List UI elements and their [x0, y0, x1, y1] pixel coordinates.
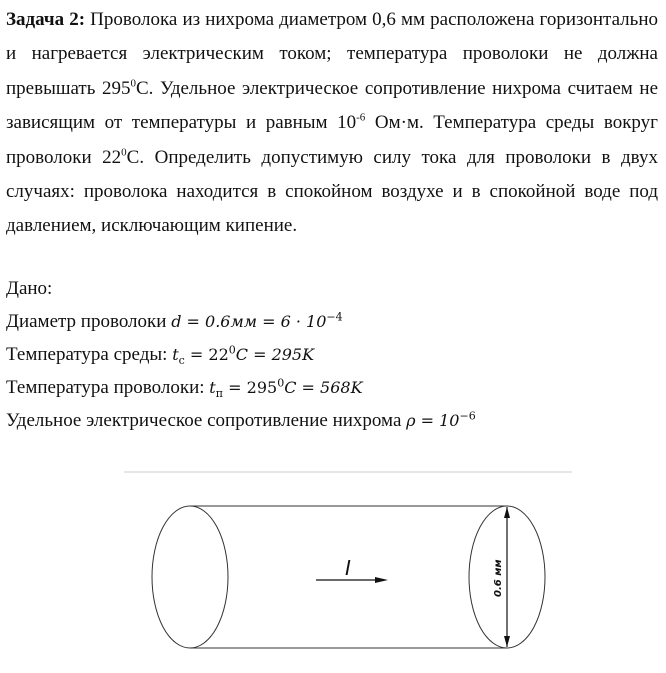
given-title: Дано:: [6, 278, 53, 299]
problem-label: Задача 2:: [6, 9, 86, 30]
label: Температура проволоки:: [6, 377, 210, 398]
problem-text: С. Определить допустимую силу тока для проволоки в двух случаях: проволока находится в спокойном воздухе и в спокойной воде под давлением, исключающим кипение.: [6, 146, 659, 237]
problem-text: Ом·м. Температура среды вокруг проволоки 22: [6, 112, 658, 168]
dimension-arrow-top-icon: [504, 507, 510, 518]
subscript: с: [178, 354, 185, 368]
formula-text: d = 0.6мм = 6 · 10: [171, 312, 327, 331]
subscript: п: [215, 387, 224, 401]
cylinder-left-end: [152, 506, 228, 648]
problem-text: С. Удельное электрическое сопротивление нихрома считаем не зависящим от температуры и равным 10: [6, 77, 658, 134]
formula-text: = 22: [184, 345, 229, 364]
exponent: −4: [326, 310, 343, 324]
superscript: 0: [277, 376, 285, 390]
superscript: -6: [356, 111, 366, 124]
formula-text: C = 568K: [284, 378, 363, 397]
superscript: 0: [121, 146, 127, 159]
var: t: [172, 345, 179, 364]
var: t: [209, 378, 216, 397]
label: Температура среды:: [6, 344, 173, 365]
label: Диаметр проволоки: [6, 311, 172, 332]
problem-text: Проволока из нихрома диаметром 0,6 мм расположена горизонтально и нагревается электрическим током; температура проволоки не должна превышать 295: [6, 9, 659, 99]
superscript: 0: [130, 77, 136, 90]
formula-text: = 295: [223, 378, 278, 397]
superscript: 0: [228, 343, 236, 357]
label: Удельное электрическое сопротивление нихрома: [6, 410, 407, 431]
formula-text: C = 295K: [235, 345, 315, 364]
arrow-head-icon: [375, 577, 388, 583]
dimension-arrow-bottom-icon: [504, 636, 510, 647]
formula-text: ρ = 10: [406, 411, 460, 430]
current-label: I: [345, 556, 351, 580]
diameter-label: 0.6 мм: [493, 559, 504, 597]
exponent: −6: [459, 409, 476, 423]
